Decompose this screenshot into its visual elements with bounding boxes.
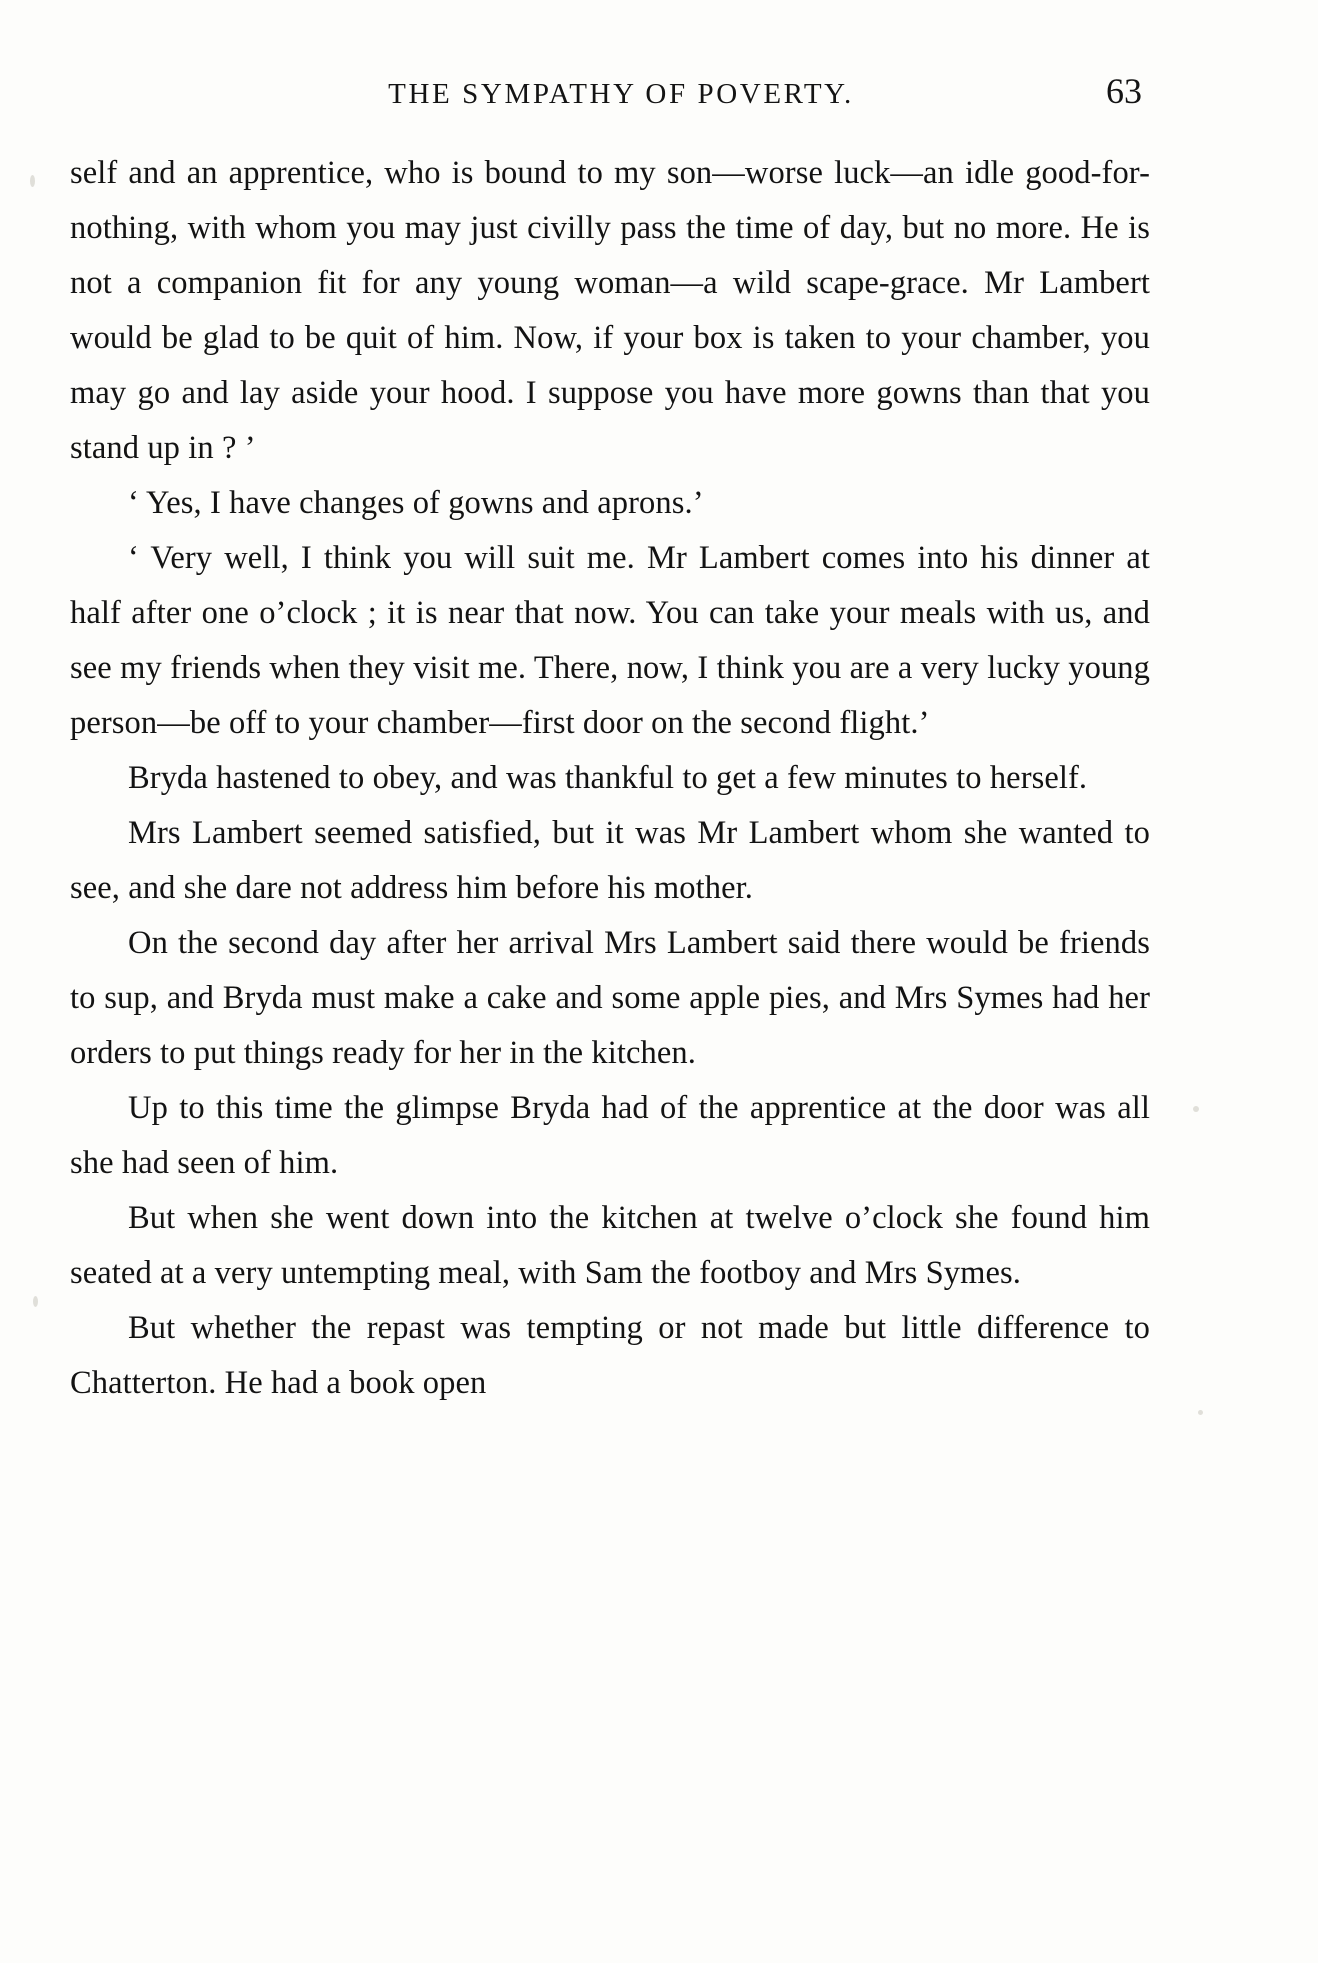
body-text (70, 146, 1150, 1411)
scan-speck (1198, 1410, 1203, 1415)
paragraph: ‘ Yes, I have changes of gowns and aprons.’ (128, 485, 704, 521)
paragraph: Mrs Lambert seemed satisfied, but it was Mr Lambert whom she wanted to see, and she dare not address him before his mother. (70, 815, 1150, 906)
paragraph: Bryda hastened to obey, and was thankful to get a few minutes to herself. (128, 760, 1088, 796)
scan-speck (30, 175, 35, 187)
paragraph: But when she went down into the kitchen at twelve o’clock she found him seated at a very untempting meal, with Sam the footboy and Mrs Symes. (70, 1200, 1150, 1291)
running-head (70, 70, 1150, 118)
paragraph: On the second day after her arrival Mrs Lambert said there would be friends to sup, and Bryda must make a cake and some apple pies, and Mrs Symes had her orders to put things ready for her in the kitchen. (70, 925, 1150, 1071)
page-content (70, 70, 1150, 1411)
page-number: 63 (1106, 71, 1142, 111)
scan-speck (33, 1296, 38, 1307)
page-title: THE SYMPATHY OF POVERTY. (388, 78, 854, 110)
paragraph: ‘ Very well, I think you will suit me. Mr Lambert comes into his dinner at half after one o’clock ; it is near that now. You can take your meals with us, and see my friends when they visit me. There, now, I think you are a very lucky young person—be off to your chamber—first door on the second flight.’ (70, 540, 1150, 741)
paragraph: But whether the repast was tempting or not made but little difference to Chatterton. He had a book open (70, 1310, 1150, 1401)
paragraph: Up to this time the glimpse Bryda had of the apprentice at the door was all she had seen of him. (70, 1090, 1150, 1181)
scan-speck (1193, 1106, 1199, 1112)
paragraph: self and an apprentice, who is bound to my son—worse luck—an idle good-for-nothing, with whom you may just civilly pass the time of day, but no more. He is not a companion fit for any young woman—a wild scape-grace. Mr Lambert would be glad to be quit of him. Now, if your box is taken to your chamber, you may go and lay aside your hood. I suppose you have more gowns than that you stand up in ? ’ (70, 155, 1150, 466)
